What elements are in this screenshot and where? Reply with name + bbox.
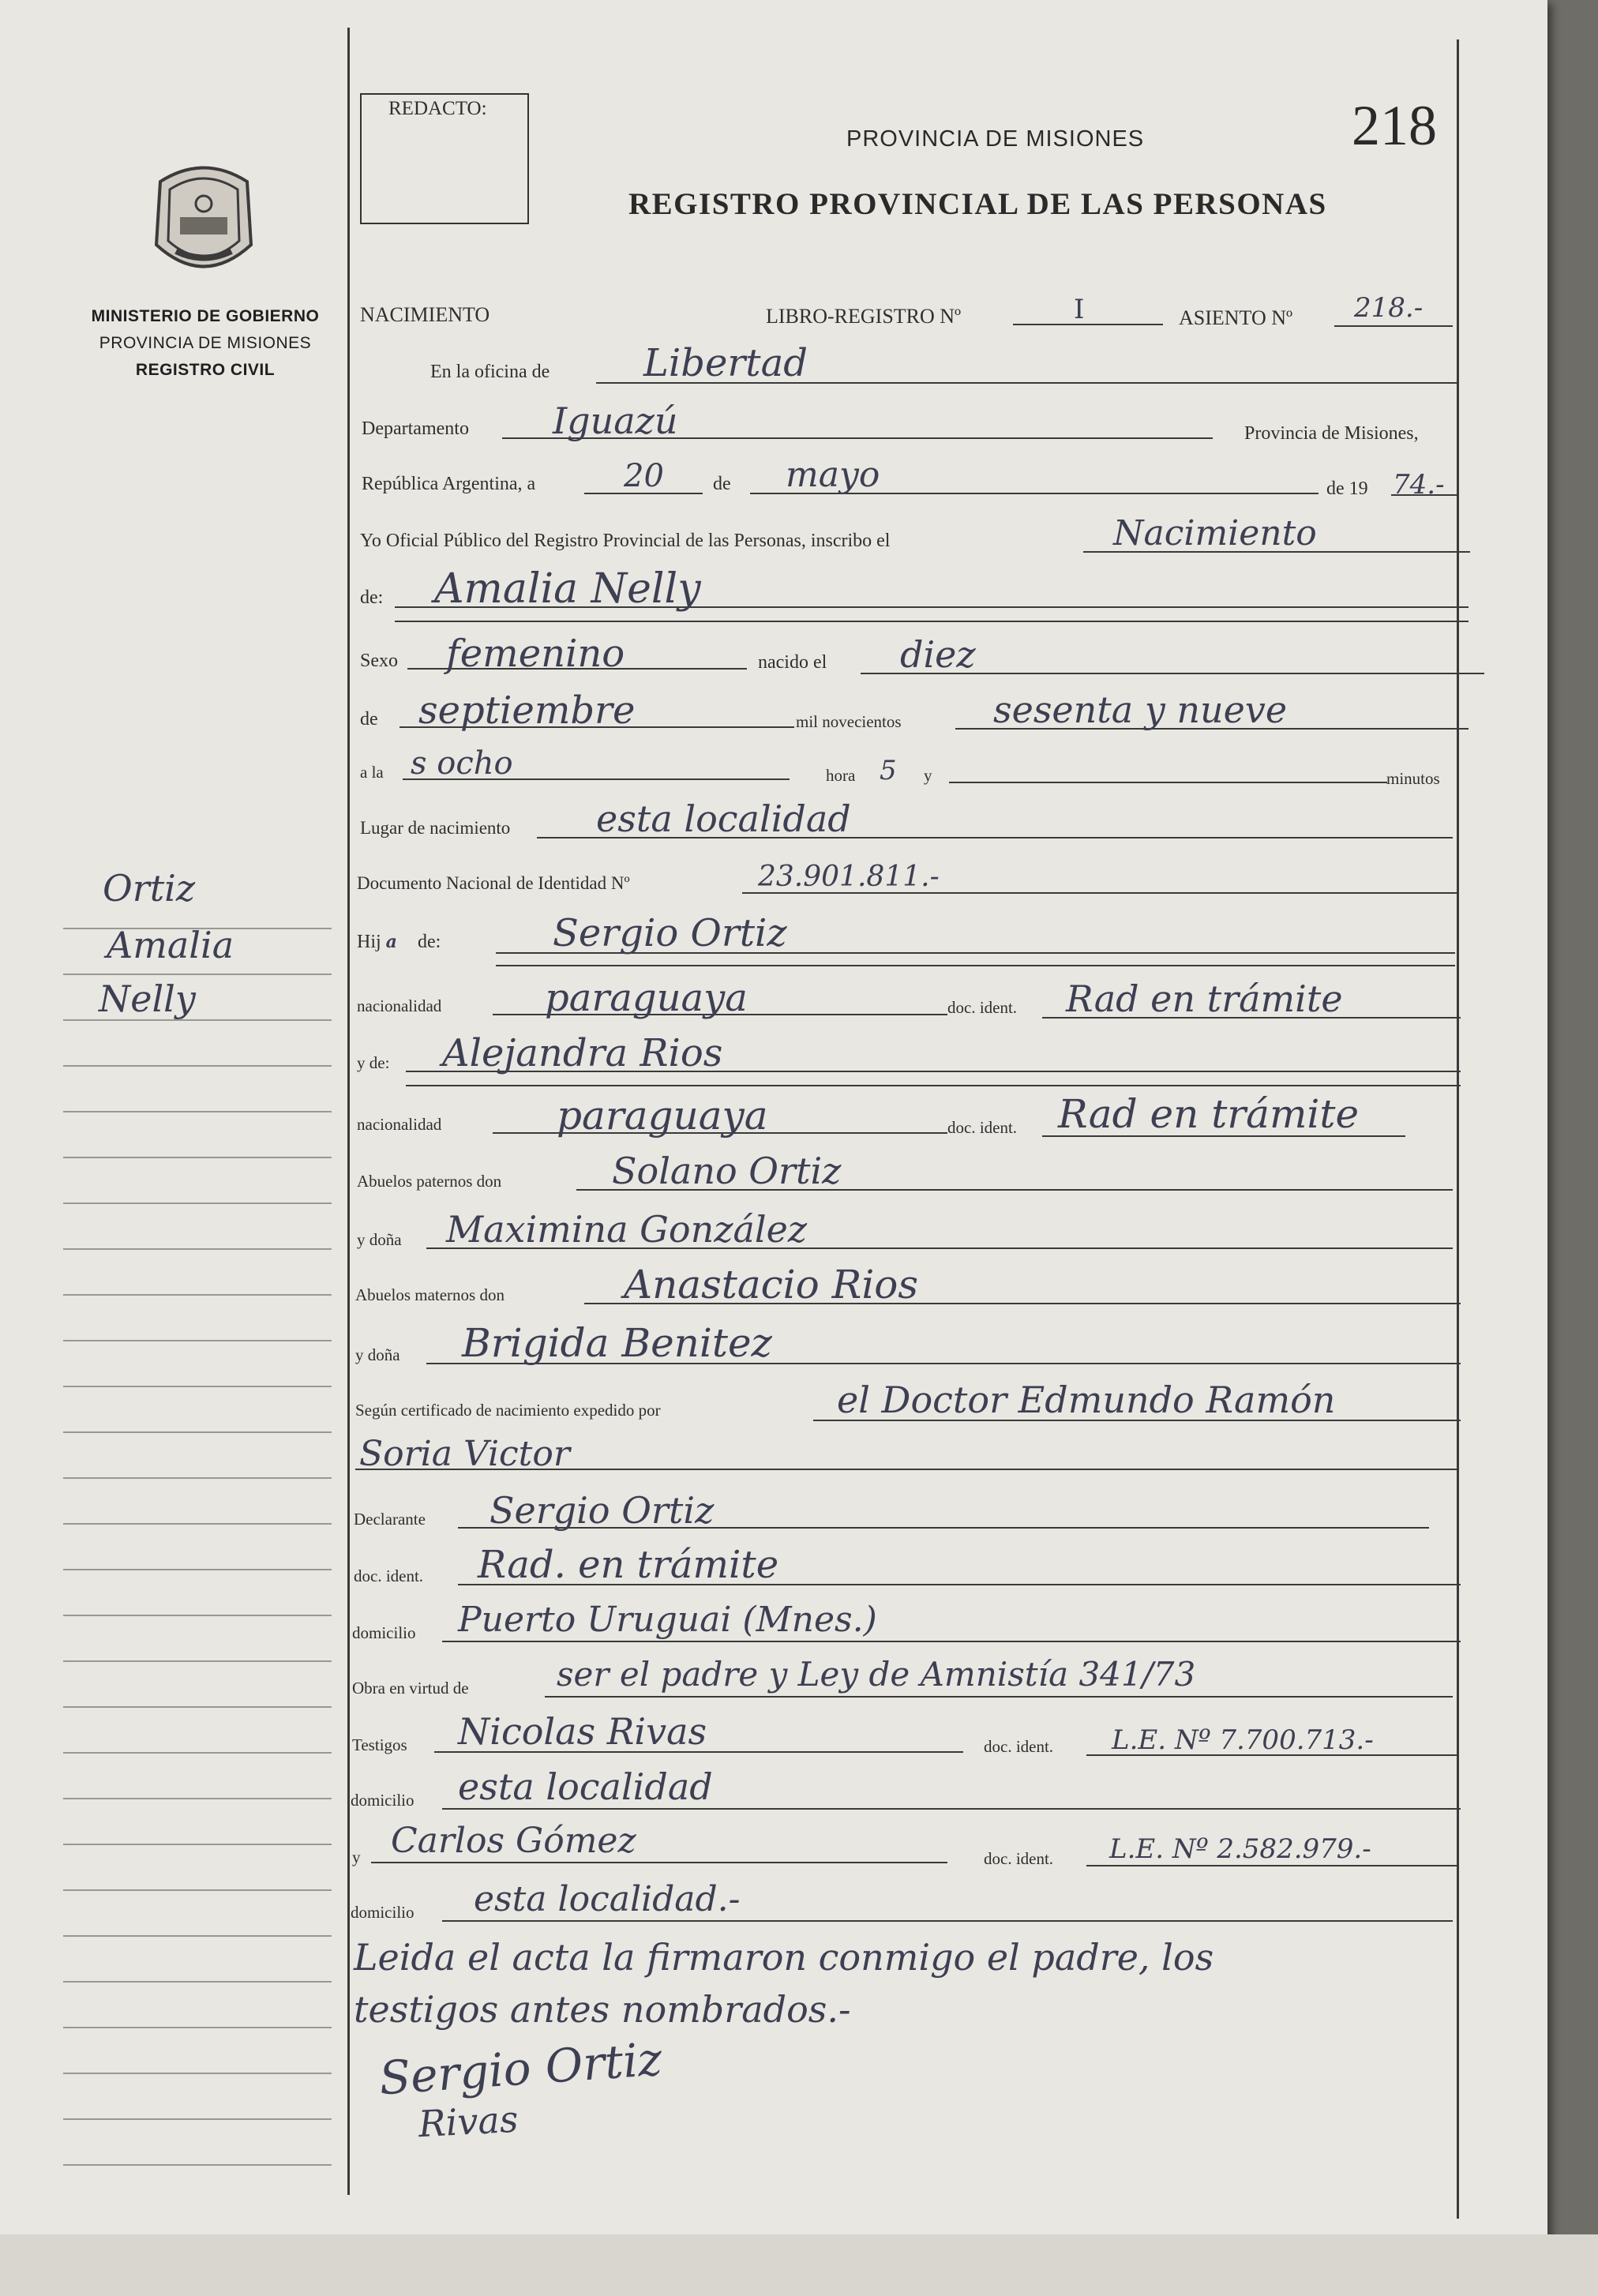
- padre-nac-label: nacionalidad: [357, 996, 442, 1015]
- testigo2-doc-value: L.E. Nº 2.582.979.-: [1109, 1833, 1371, 1865]
- de-nombre-label: de:: [360, 587, 384, 608]
- de-mes-nac-label: de: [360, 709, 378, 730]
- dia-value: 20: [624, 458, 664, 494]
- madre-doc-value: Rad en trámite: [1058, 1091, 1360, 1137]
- asiento-label: ASIENTO Nº: [1179, 306, 1293, 329]
- testigo2-line: [371, 1862, 947, 1863]
- minutos-line: [949, 782, 1387, 783]
- segun-value: el Doctor Edmundo Ramón: [837, 1379, 1336, 1421]
- libro-line: [1013, 324, 1163, 325]
- hijo-label: [357, 932, 441, 953]
- sexo-value: femenino: [446, 632, 625, 676]
- dni-label: Documento Nacional de Identidad Nº: [357, 873, 630, 893]
- margin-note-name1: Amalia: [107, 924, 234, 966]
- testigo1-value: Nicolas Rivas: [458, 1710, 707, 1753]
- libro-label: LIBRO-REGISTRO Nº: [766, 305, 962, 328]
- testigo1-domicilio-line: [442, 1808, 1461, 1810]
- de-mes-label: de: [713, 474, 731, 494]
- departamento-label: Departamento: [362, 418, 469, 439]
- testigo2-domicilio-value: esta localidad.-: [474, 1879, 741, 1919]
- hijo-suffix: a: [385, 932, 397, 952]
- testigo2-doc-line: [1086, 1865, 1457, 1866]
- mil-label: mil novecientos: [796, 712, 902, 731]
- abuelos-mat-label: Abuelos maternos don: [355, 1285, 505, 1304]
- page-underlay: [0, 2234, 1598, 2296]
- madre-doc-label: doc. ident.: [947, 1118, 1018, 1137]
- abuela-mat-value: Brigida Benitez: [462, 1320, 772, 1366]
- declarante-label: Declarante: [354, 1510, 426, 1529]
- anio-value: 74.-: [1393, 469, 1445, 501]
- signature-testigo: Rivas: [417, 2097, 520, 2146]
- closing-line-2: testigos antes nombrados.-: [354, 1988, 851, 2031]
- asiento-line: [1334, 325, 1453, 327]
- decl-domicilio-label: domicilio: [352, 1623, 416, 1642]
- testigo2-domicilio-line: [442, 1920, 1453, 1922]
- mes-value: mayo: [786, 455, 880, 495]
- folio-number: 218: [1352, 94, 1437, 157]
- inscribo-value: Nacimiento: [1113, 513, 1317, 553]
- provincia-misiones-label: Provincia de Misiones,: [1244, 423, 1419, 444]
- dni-value: 23.901.811.-: [758, 861, 940, 893]
- abuelos-pat-label: Abuelos paternos don: [357, 1172, 502, 1191]
- padre-nac-value: paraguaya: [545, 976, 748, 1020]
- abuelo-mat-value: Anastacio Rios: [624, 1262, 919, 1307]
- lugar-value: esta localidad: [596, 797, 851, 840]
- segun-label: Según certificado de nacimiento expedido por: [355, 1401, 661, 1420]
- obra-label: Obra en virtud de: [352, 1679, 469, 1698]
- hora-label: hora: [826, 766, 856, 785]
- a-la-label: a la: [360, 763, 384, 782]
- oficina-label: En la oficina de: [430, 362, 550, 382]
- republica-label: República Argentina, a: [362, 474, 536, 494]
- testigo2-domicilio-label: domicilio: [351, 1903, 415, 1922]
- margin-note-surname: Ortiz: [103, 867, 196, 910]
- closing-line-1: Leida el acta la firmaron conmigo el padre, los: [354, 1936, 1214, 1979]
- testigos-label: Testigos: [352, 1735, 407, 1754]
- segun-value-2: Soria Victor: [359, 1434, 570, 1474]
- hora-value: 5: [880, 755, 897, 786]
- nacido-value: diez: [900, 633, 976, 676]
- hijo-de-label: de:: [417, 932, 441, 952]
- testigo1-domicilio-label: domicilio: [351, 1791, 415, 1810]
- decl-domicilio-line: [442, 1641, 1461, 1642]
- anio-nac-value: sesenta y nueve: [993, 688, 1288, 731]
- padre-doc-label: doc. ident.: [947, 998, 1018, 1017]
- a-la-value: s ocho: [411, 745, 513, 782]
- nacimiento-label: NACIMIENTO: [360, 303, 490, 326]
- yo-oficial-label: Yo Oficial Público del Registro Provincial de las Personas, inscribo el: [360, 531, 891, 551]
- right-margin-rule: [1457, 39, 1459, 2219]
- nombre-line-2: [395, 621, 1469, 622]
- asiento-value: 218.-: [1354, 292, 1424, 324]
- sidebar-ministerio: MINISTERIO DE GOBIERNO: [91, 307, 320, 325]
- padre-doc-value: Rad en trámite: [1066, 977, 1343, 1020]
- obra-value: ser el padre y Ley de Amnistía 341/73: [557, 1655, 1196, 1694]
- libro-value: I: [1074, 294, 1085, 325]
- padre-line-2: [496, 965, 1455, 966]
- sidebar-registro: REGISTRO CIVIL: [135, 361, 276, 379]
- testigo1-doc-value: L.E. Nº 7.700.713.-: [1112, 1724, 1374, 1756]
- declarante-value: Sergio Ortiz: [490, 1489, 715, 1532]
- abuela-mat-label: y doña: [355, 1345, 400, 1364]
- oficina-value: Libertad: [643, 341, 808, 385]
- testigo2-doc-label: doc. ident.: [984, 1849, 1054, 1868]
- left-margin-rule: [347, 28, 350, 2195]
- testigo1-domicilio-value: esta localidad: [458, 1765, 713, 1808]
- mes-nac-value: septiembre: [418, 688, 636, 733]
- nombre-value: Amalia Nelly: [434, 565, 701, 613]
- sexo-label: Sexo: [360, 651, 398, 671]
- madre-nac-value: paraguaya: [557, 1093, 768, 1139]
- madre-nac-label: nacionalidad: [357, 1115, 442, 1134]
- provincia-emblem: [144, 158, 263, 284]
- hijo-prefix: Hij: [357, 932, 381, 952]
- margin-note-name2: Nelly: [99, 977, 196, 1020]
- anio-prefix: de 19: [1326, 478, 1368, 499]
- redacto-label: REDACTO:: [388, 98, 487, 119]
- decl-doc-value: Rad. en trámite: [478, 1543, 779, 1587]
- minutos-label: minutos: [1386, 769, 1440, 788]
- y-label: y: [924, 766, 932, 785]
- provincia-title: PROVINCIA DE MISIONES: [846, 126, 1145, 152]
- obra-line: [545, 1696, 1453, 1698]
- abuela-pat-label: y doña: [357, 1230, 402, 1249]
- testigo1-doc-label: doc. ident.: [984, 1737, 1054, 1756]
- padre-value: Sergio Ortiz: [553, 911, 787, 955]
- testigo2-value: Carlos Gómez: [391, 1821, 636, 1861]
- madre-line-2: [406, 1085, 1461, 1086]
- madre-value: Alejandra Rios: [442, 1031, 723, 1075]
- abuelo-pat-value: Solano Ortiz: [612, 1150, 842, 1192]
- registro-title: REGISTRO PROVINCIAL DE LAS PERSONAS: [628, 187, 1327, 221]
- signature-declarante: Sergio Ortiz: [377, 2032, 664, 2106]
- departamento-value: Iguazú: [553, 400, 678, 442]
- y-de-label: y de:: [357, 1053, 390, 1072]
- decl-doc-label: doc. ident.: [354, 1566, 424, 1585]
- nacido-label: nacido el: [758, 652, 827, 673]
- y-testigo-label: y: [352, 1848, 361, 1866]
- sidebar-provincia: PROVINCIA DE MISIONES: [99, 334, 312, 352]
- lugar-label: Lugar de nacimiento: [360, 818, 511, 838]
- abuela-pat-value: Maximina González: [446, 1208, 808, 1251]
- decl-domicilio-value: Puerto Uruguai (Mnes.): [458, 1600, 877, 1640]
- redacto-box: [360, 93, 529, 224]
